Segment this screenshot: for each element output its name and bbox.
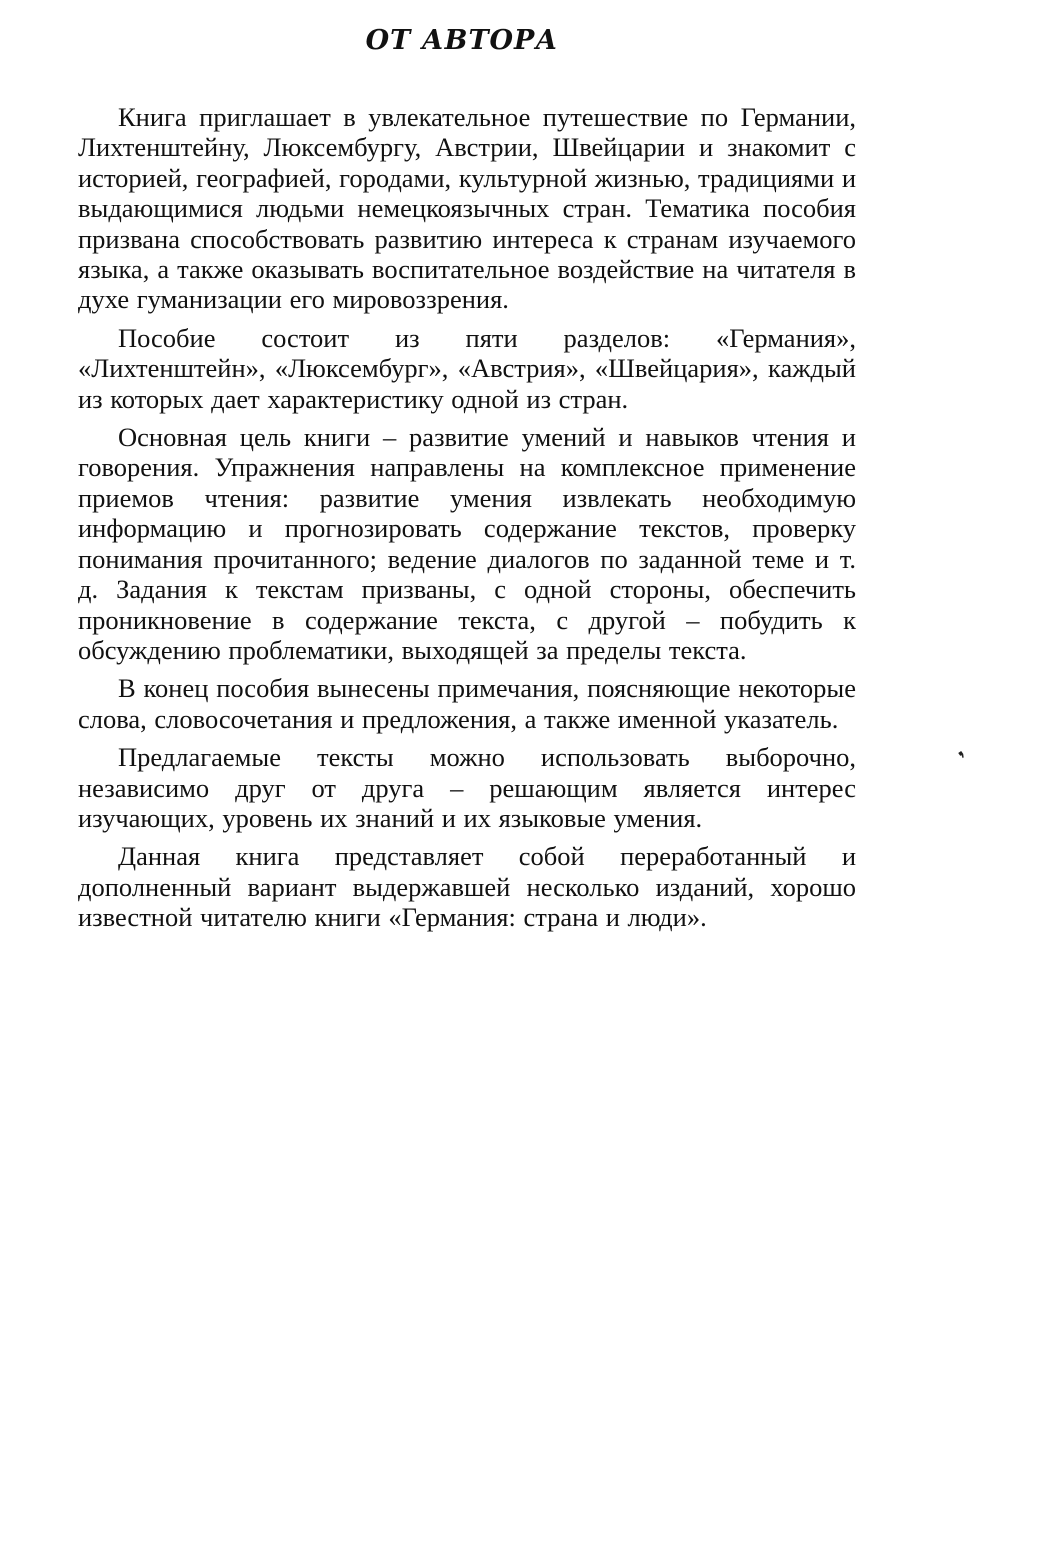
paragraph: В конец пособия вынесены примечания, поясняющие некоторые слова, словосочетания и предложения, а также именной указатель. [78, 673, 856, 734]
paragraph: Данная книга представляет собой переработанный и дополненный вариант выдержавшей несколько изданий, хорошо известной читателю книги «Германия: страна и люди». [78, 841, 856, 933]
paragraph: Предлагаемые тексты можно использовать выборочно, независимо друг от друга – решающим является интерес изучающих, уровень их знаний и их языковые умения. [78, 742, 856, 833]
scan-mark-icon: ❜ [954, 746, 974, 770]
paragraph: Пособие состоит из пяти разделов: «Германия», «Лихтенштейн», «Люксембург», «Австрия», «Швейцария», каждый из которых дает характеристику одной из стран. [78, 322, 856, 414]
page-title: ОТ АВТОРА [365, 25, 559, 56]
paragraph: Книга приглашает в увлекательное путешествие по Германии, Лихтенштейну, Люксембургу, Австрии, Швейцарии и знакомит с историей, географией, городами, культурной жизнью, традициями и выдающимися людьми немецкоязычных стран. Тематика пособия призвана способствовать развитию интереса к странам изучаемого языка, а также оказывать воспитательное воздействие на читателя в духе гуманизации его мировоззрения. [78, 102, 856, 315]
author-foreword-text [78, 102, 856, 933]
paragraph: Основная цель книги – развитие умений и навыков чтения и говорения. Упражнения направлены на комплексное применение приемов чтения: развитие умения извлекать необходимую информацию и прогнозировать содержание текстов, проверку понимания прочитанного; ведение диалогов по заданной теме и т. д. Задания к текстам призваны, с одной стороны, обеспечить проникновение в содержание текста, с другой – побудить к обсуждению проблематики, выходящей за пределы текста. [78, 422, 856, 665]
